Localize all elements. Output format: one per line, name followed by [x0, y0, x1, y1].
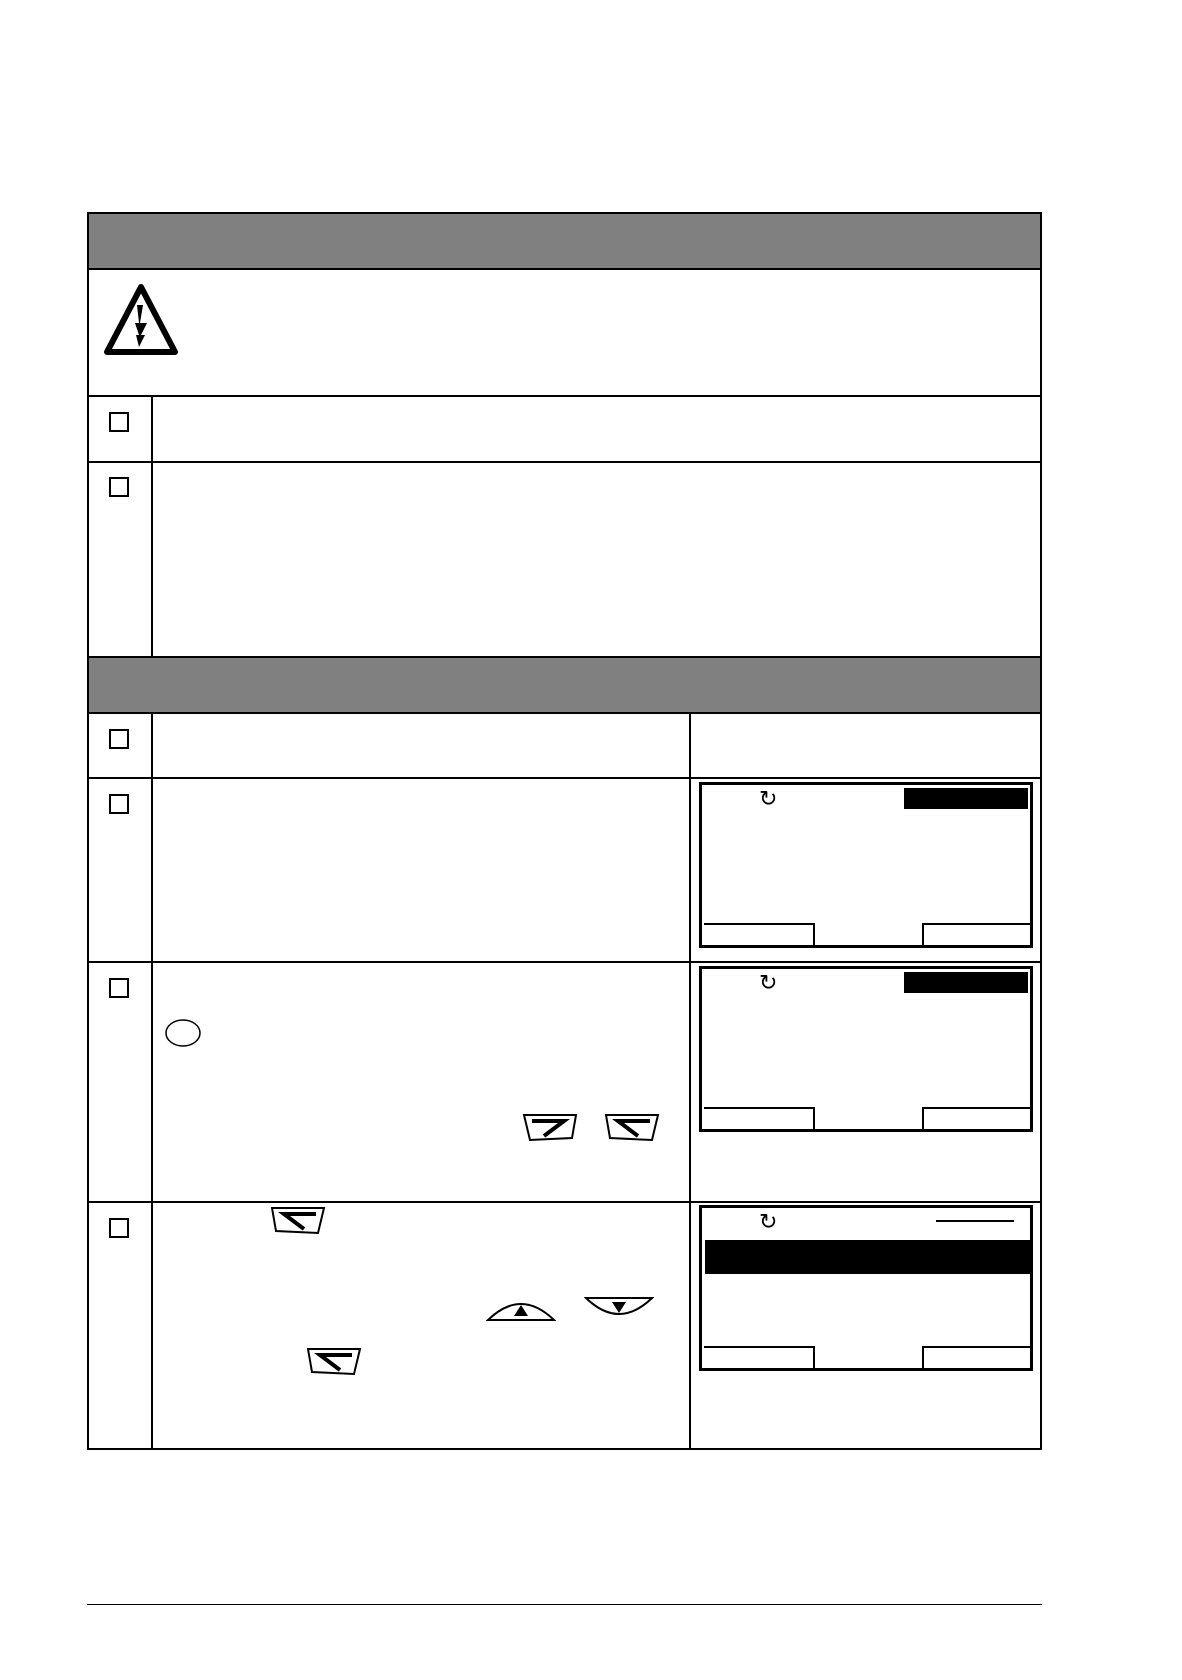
divider: [87, 461, 1042, 463]
control-panel-display: [699, 782, 1033, 948]
up-arrow-key-icon[interactable]: [486, 1296, 556, 1322]
column-divider: [151, 396, 153, 656]
checkbox-icon[interactable]: [109, 1218, 129, 1238]
column-divider: [151, 714, 153, 1448]
left-softkey-icon[interactable]: [522, 1112, 578, 1142]
divider: [87, 777, 1042, 779]
right-softkey-icon[interactable]: [270, 1205, 326, 1235]
checkbox-icon[interactable]: [109, 978, 129, 998]
divider: [87, 268, 1042, 270]
divider: [87, 395, 1042, 397]
control-panel-display: [699, 966, 1033, 1132]
rotation-direction-icon: ↻: [759, 1210, 778, 1235]
status-highlight: [904, 972, 1028, 993]
status-highlight: [904, 788, 1028, 809]
title-rule: [936, 1220, 1014, 1222]
left-softkey-label: [704, 1346, 815, 1368]
divider: [87, 712, 1042, 714]
control-panel-display: [699, 1205, 1033, 1371]
column-divider: [689, 714, 691, 1448]
checkbox-icon[interactable]: [109, 477, 129, 497]
right-softkey-icon[interactable]: [306, 1346, 362, 1376]
divider: [87, 1201, 1042, 1203]
page-footer-rule: [87, 1604, 1042, 1605]
right-softkey-label: [922, 923, 1030, 945]
section-header-safety: [89, 214, 1040, 269]
left-softkey-label: [704, 923, 815, 945]
checkbox-icon[interactable]: [109, 794, 129, 814]
right-softkey-icon[interactable]: [604, 1112, 660, 1142]
round-key-icon[interactable]: [164, 1018, 202, 1048]
down-arrow-key-icon[interactable]: [584, 1296, 654, 1322]
selected-row-highlight: [705, 1240, 1030, 1274]
right-softkey-label: [922, 1107, 1030, 1129]
right-softkey-label: [922, 1346, 1030, 1368]
checkbox-icon[interactable]: [109, 729, 129, 749]
rotation-direction-icon: ↻: [759, 971, 778, 996]
section-header-startup: [89, 658, 1040, 713]
divider: [87, 961, 1042, 963]
checkbox-icon[interactable]: [109, 412, 129, 432]
electrical-hazard-warning-icon: [103, 283, 179, 357]
left-softkey-label: [704, 1107, 815, 1129]
rotation-direction-icon: ↻: [759, 787, 778, 812]
